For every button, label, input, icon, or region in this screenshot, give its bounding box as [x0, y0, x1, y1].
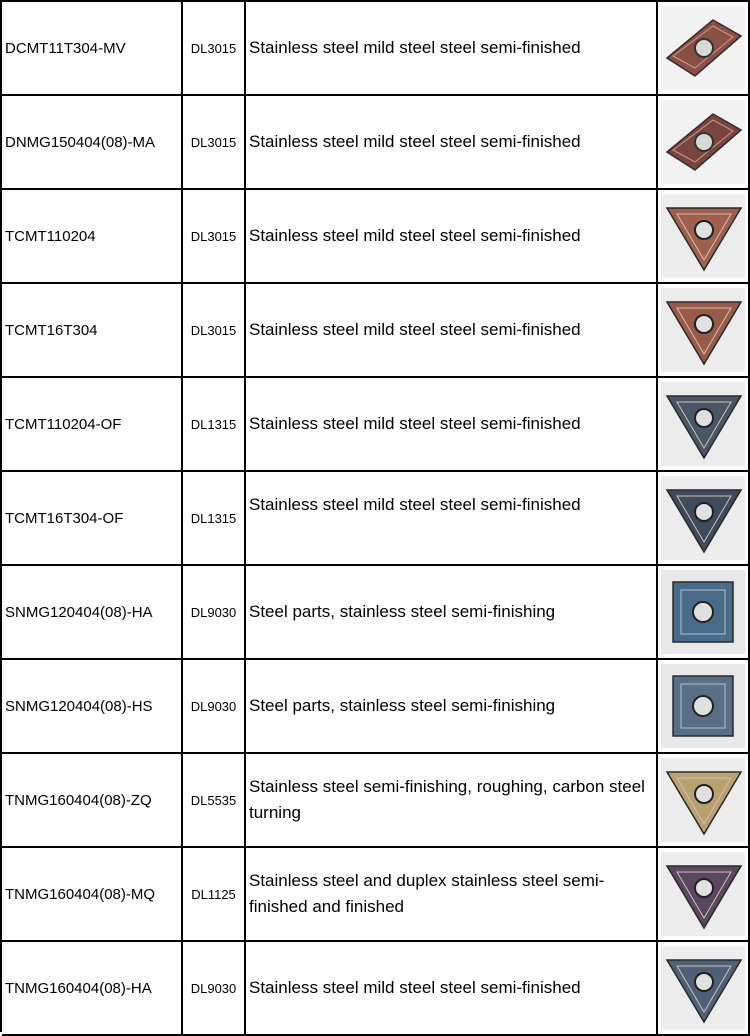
grade-cell: DL3015 [183, 2, 246, 94]
application-cell: Stainless steel mild steel steel semi-finished [246, 942, 658, 1034]
table-row [2, 942, 750, 1036]
model-cell: TCMT110204-OF [2, 378, 183, 470]
triangular-insert-icon [661, 194, 745, 278]
triangular-insert-icon [661, 382, 745, 466]
application-cell: Steel parts, stainless steel semi-finishing [246, 660, 658, 752]
application-cell: Stainless steel mild steel steel semi-finished [246, 472, 658, 564]
triangular-insert-icon [661, 946, 745, 1030]
table-row [2, 566, 750, 660]
rhombic-insert-icon [661, 100, 745, 184]
application-cell: Stainless steel mild steel steel semi-finished [246, 2, 658, 94]
model-cell: TNMG160404(08)-HA [2, 942, 183, 1034]
table-row [2, 472, 750, 566]
model-cell: TCMT16T304 [2, 284, 183, 376]
model-cell: DNMG150404(08)-MA [2, 96, 183, 188]
insert-image-cell [658, 2, 750, 94]
grade-cell: DL5535 [183, 754, 246, 846]
square-insert-icon [661, 664, 745, 748]
triangular-insert-icon [661, 288, 745, 372]
application-cell: Stainless steel mild steel steel semi-finished [246, 378, 658, 470]
model-cell: SNMG120404(08)-HS [2, 660, 183, 752]
insert-image-cell [658, 378, 750, 470]
model-cell: SNMG120404(08)-HA [2, 566, 183, 658]
application-cell: Stainless steel semi-finishing, roughing, carbon steel turning [246, 754, 658, 846]
grade-cell: DL9030 [183, 566, 246, 658]
grade-cell: DL3015 [183, 190, 246, 282]
table-row [2, 2, 750, 96]
triangular-insert-icon [661, 852, 745, 936]
insert-image-cell [658, 942, 750, 1034]
application-cell: Stainless steel mild steel steel semi-finished [246, 96, 658, 188]
grade-cell: DL9030 [183, 660, 246, 752]
insert-image-cell [658, 660, 750, 752]
model-cell: TNMG160404(08)-MQ [2, 848, 183, 940]
table-row [2, 378, 750, 472]
table-row [2, 754, 750, 848]
insert-image-cell [658, 848, 750, 940]
table-row [2, 848, 750, 942]
model-cell: TCMT16T304-OF [2, 472, 183, 564]
model-cell: TCMT110204 [2, 190, 183, 282]
application-cell: Stainless steel and duplex stainless steel semi-finished and finished [246, 848, 658, 940]
table-row [2, 284, 750, 378]
insert-image-cell [658, 754, 750, 846]
insert-image-cell [658, 284, 750, 376]
application-cell: Steel parts, stainless steel semi-finishing [246, 566, 658, 658]
grade-cell: DL3015 [183, 96, 246, 188]
grade-cell: DL9030 [183, 942, 246, 1034]
application-cell: Stainless steel mild steel steel semi-finished [246, 190, 658, 282]
insert-image-cell [658, 190, 750, 282]
square-insert-icon [661, 570, 745, 654]
rhombic-insert-icon [661, 6, 745, 90]
insert-image-cell [658, 566, 750, 658]
table-row [2, 96, 750, 190]
grade-cell: DL1315 [183, 378, 246, 470]
table-row [2, 190, 750, 284]
application-cell: Stainless steel mild steel steel semi-finished [246, 284, 658, 376]
triangular-insert-icon [661, 758, 745, 842]
grade-cell: DL1315 [183, 472, 246, 564]
grade-cell: DL3015 [183, 284, 246, 376]
triangular-insert-icon [661, 476, 745, 560]
insert-image-cell [658, 96, 750, 188]
insert-image-cell [658, 472, 750, 564]
grade-cell: DL1125 [183, 848, 246, 940]
model-cell: DCMT11T304-MV [2, 2, 183, 94]
model-cell: TNMG160404(08)-ZQ [2, 754, 183, 846]
table-row [2, 660, 750, 754]
